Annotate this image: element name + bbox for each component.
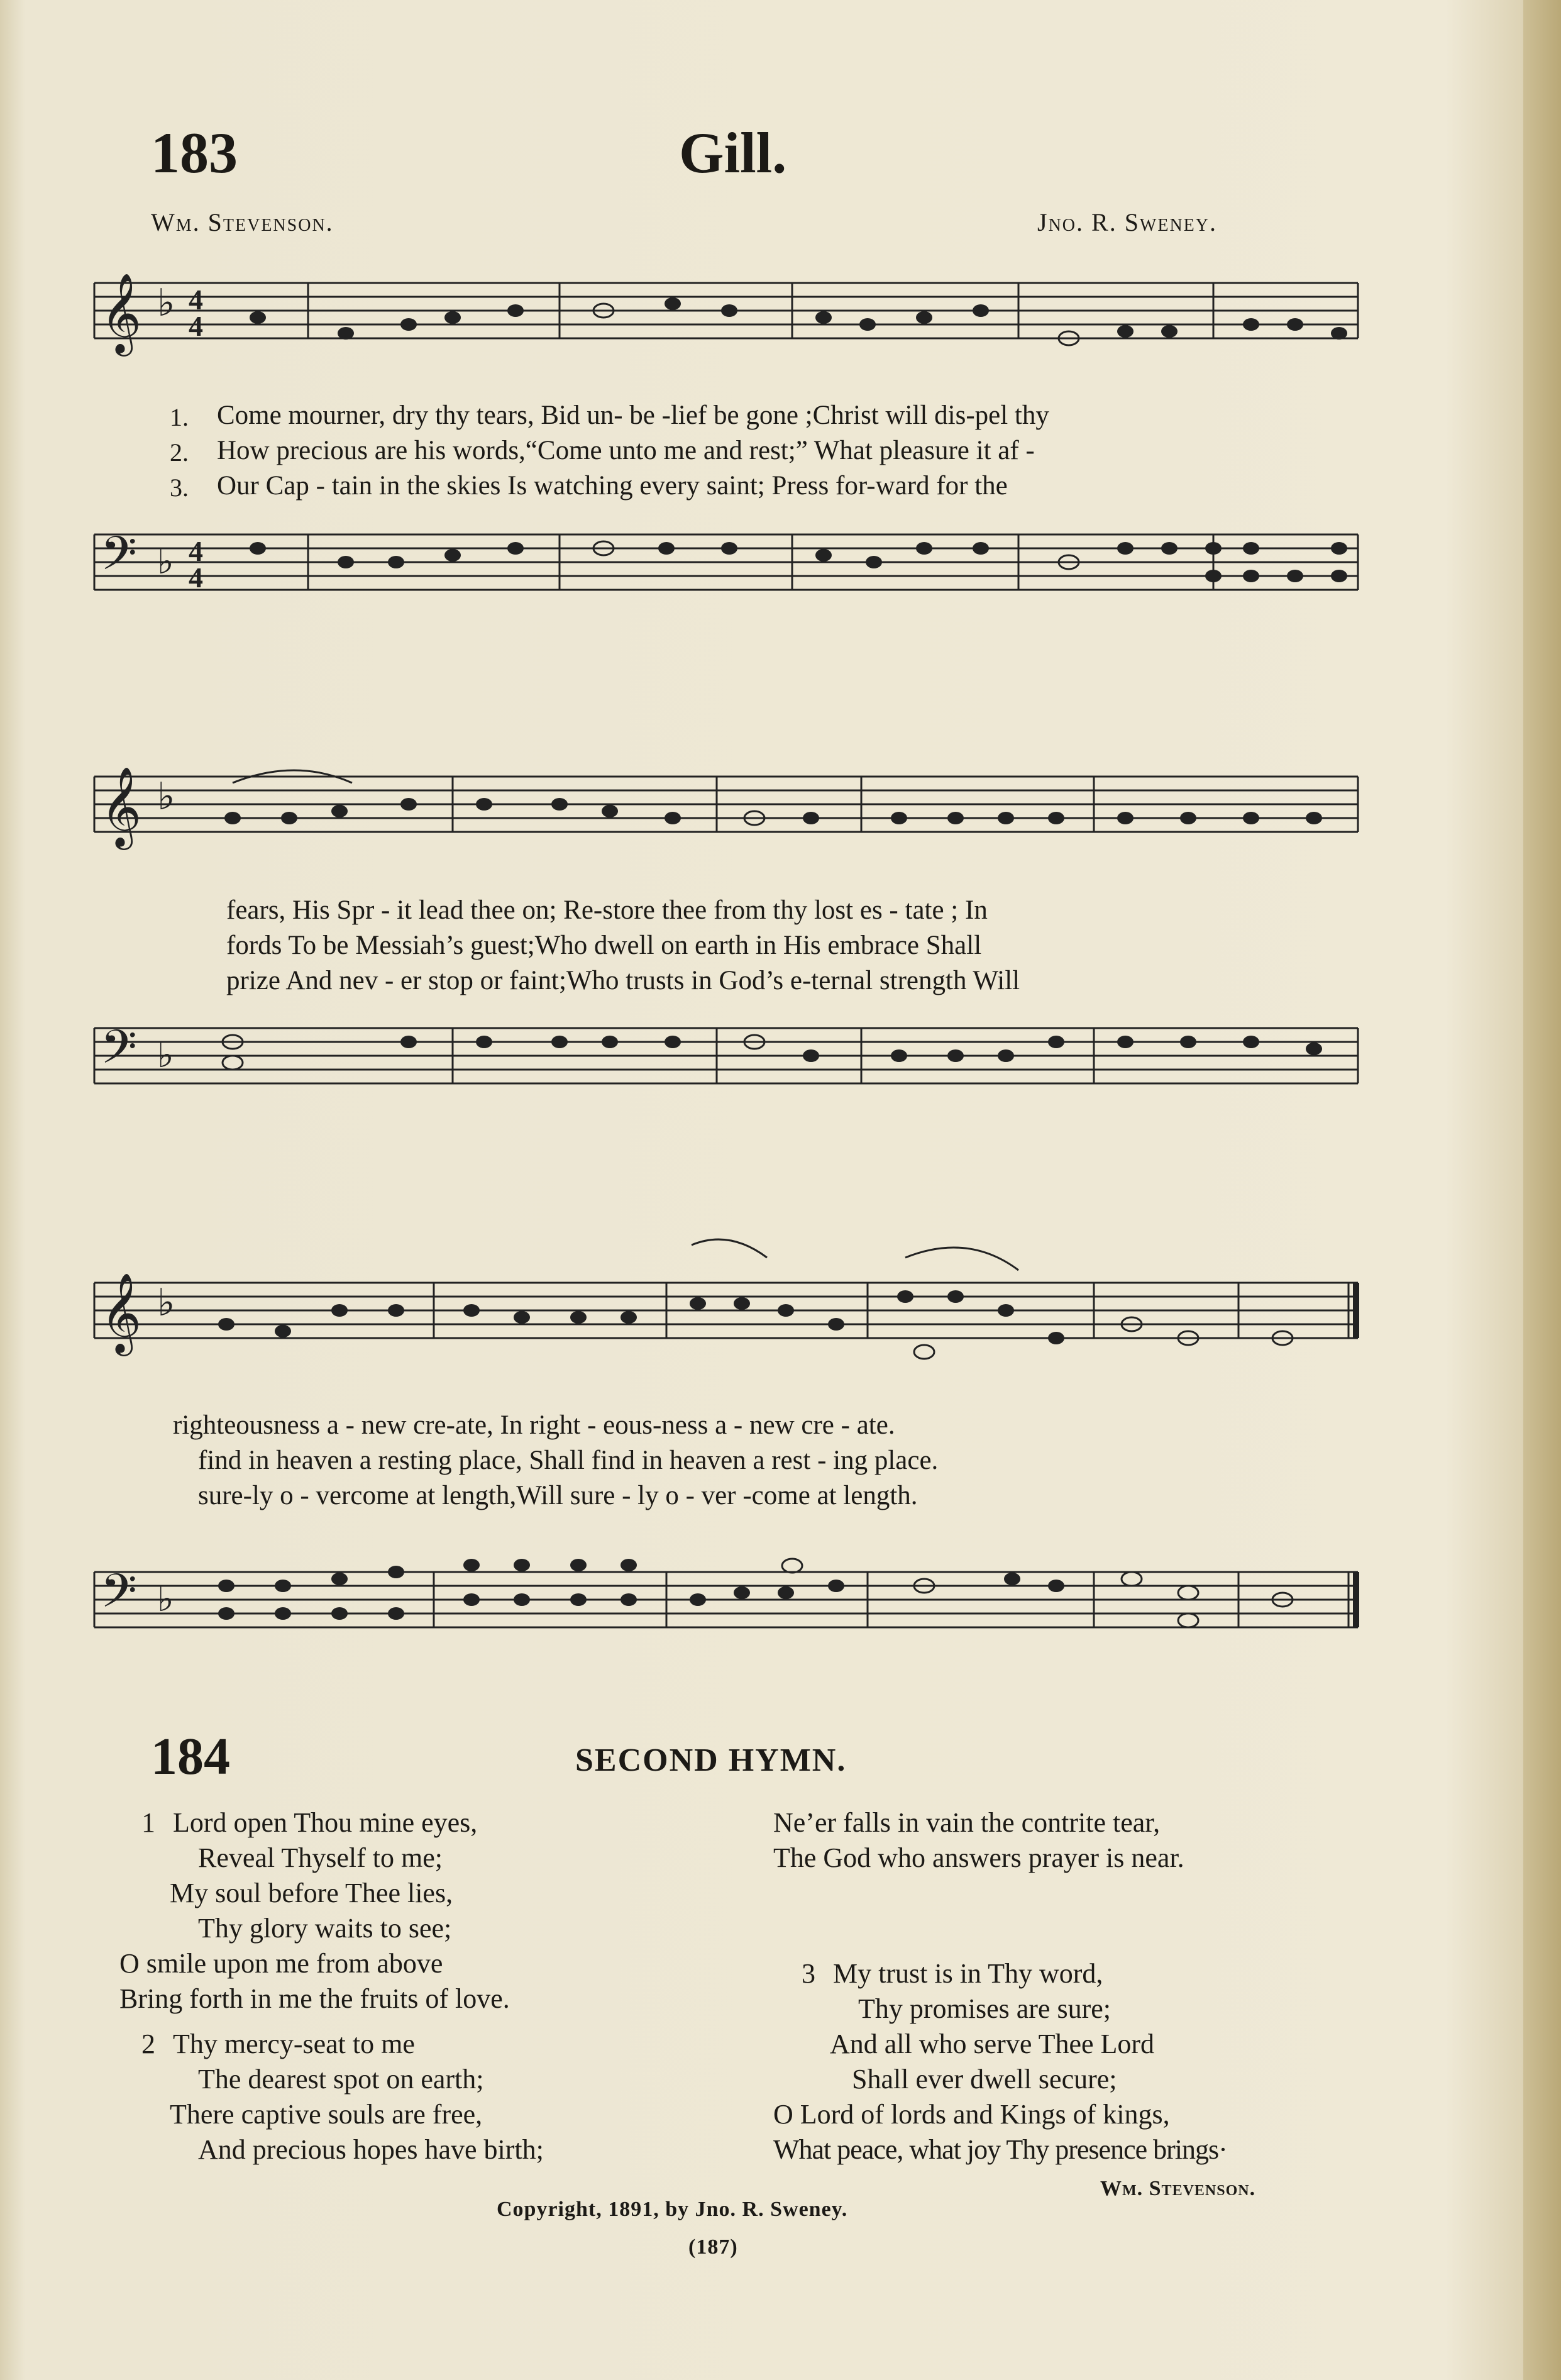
poem-line: Reveal Thyself to me;	[198, 1842, 443, 1873]
poem-line: Ne’er falls in vain the contrite tear,	[773, 1807, 1161, 1838]
stanza-number-3: 3	[802, 1958, 815, 1989]
poem-line: Thy mercy-seat to me	[173, 2029, 415, 2059]
poem-line: What peace, what joy Thy presence brings·	[773, 2134, 1227, 2165]
lyric-line: sure-ly o - vercome at length,Will sure - ly o - ver -come at length.	[198, 1481, 918, 1510]
svg-text:𝄞: 𝄞	[101, 272, 142, 353]
svg-text:♭: ♭	[157, 281, 175, 325]
svg-text:𝄢: 𝄢	[101, 526, 137, 592]
lyric-line: find in heaven a resting place, Shall find in heaven a rest - ing place.	[198, 1446, 939, 1475]
music-system-1	[88, 258, 1364, 654]
verse-number-2: 2.	[170, 438, 189, 467]
poem-line: O smile upon me from above	[119, 1948, 443, 1979]
svg-text:♭: ♭	[157, 1035, 174, 1076]
composer-credit: Jno. R. Sweney.	[1037, 208, 1218, 236]
poem-line: My trust is in Thy word,	[833, 1958, 1103, 1989]
author-credit: Wm. Stevenson.	[151, 208, 334, 236]
svg-text:♭: ♭	[157, 541, 174, 582]
poem-line: O Lord of lords and Kings of kings,	[773, 2099, 1170, 2130]
lyric-line: fears, His Spr - it lead thee on; Re-store thee from thy lost es - tate ; In	[226, 895, 988, 925]
poem-line: Lord open Thou mine eyes,	[173, 1807, 478, 1838]
lyric-line: prize And nev - er stop or faint;Who trusts in God’s e-ternal strength Will	[226, 966, 1020, 995]
svg-text:𝄢: 𝄢	[101, 1020, 137, 1086]
svg-text:𝄢: 𝄢	[101, 1564, 137, 1630]
stanza-number-1: 1	[141, 1807, 155, 1838]
svg-text:𝄞: 𝄞	[101, 766, 142, 846]
svg-text:♭: ♭	[157, 1579, 174, 1620]
book-spine	[1523, 0, 1561, 2380]
poem-line: The dearest spot on earth;	[198, 2064, 484, 2095]
svg-text:4: 4	[189, 535, 203, 567]
hymn-number: 183	[151, 121, 238, 185]
poem-line: The God who answers prayer is near.	[773, 1842, 1184, 1873]
music-system-2	[88, 751, 1364, 1135]
svg-text:4: 4	[189, 310, 203, 342]
svg-text:4: 4	[189, 284, 203, 316]
poem-line: My soul before Thee lies,	[170, 1878, 453, 1908]
treble-staff-3	[88, 1232, 1364, 1396]
bass-staff-2	[88, 1009, 1364, 1135]
lyric-line: Our Cap - tain in the skies Is watching every saint; Press for-ward for the	[217, 471, 1008, 501]
lyric-line: fords To be Messiah’s guest;Who dwell on earth in His embrace Shall	[226, 931, 982, 960]
tune-name: Gill.	[679, 121, 787, 185]
music-system-3	[88, 1232, 1364, 1685]
bass-staff-1	[88, 516, 1364, 654]
poem-line: There captive souls are free,	[170, 2099, 483, 2130]
bass-staff-3	[88, 1528, 1364, 1673]
svg-text:♭: ♭	[157, 775, 175, 819]
treble-staff-1	[88, 270, 1364, 396]
poem-line: And precious hopes have birth;	[198, 2134, 544, 2165]
hymn-title-184: SECOND HYMN.	[575, 1742, 847, 1778]
svg-text:𝄞: 𝄞	[101, 1272, 142, 1353]
poem-line: Bring forth in me the fruits of love.	[119, 1983, 510, 2014]
verse-number-3: 3.	[170, 473, 189, 502]
poem-line: Thy glory waits to see;	[198, 1913, 452, 1944]
copyright-notice: Copyright, 1891, by Jno. R. Sweney.	[497, 2198, 848, 2221]
page-number: (187)	[688, 2235, 738, 2259]
hymn-number-184: 184	[151, 1727, 230, 1786]
poem-line: Shall ever dwell secure;	[852, 2064, 1117, 2095]
lyric-line: Come mourner, dry thy tears, Bid un- be -lief be gone ;Christ will dis-pel thy	[217, 401, 1049, 430]
poem-line: Thy promises are sure;	[858, 1993, 1111, 2024]
verse-number-1: 1.	[170, 403, 189, 431]
lyric-line: righteousness a - new cre-ate, In right - eous-ness a - new cre - ate.	[173, 1410, 895, 1440]
signature: Wm. Stevenson.	[1100, 2177, 1256, 2200]
svg-text:♭: ♭	[157, 1281, 175, 1325]
stanza-number-2: 2	[141, 2029, 155, 2059]
svg-text:4: 4	[189, 562, 203, 594]
poem-line: And all who serve Thee Lord	[830, 2029, 1155, 2059]
treble-staff-2	[88, 758, 1364, 883]
lyric-line: How precious are his words,“Come unto me and rest;” What pleasure it af -	[217, 436, 1035, 465]
